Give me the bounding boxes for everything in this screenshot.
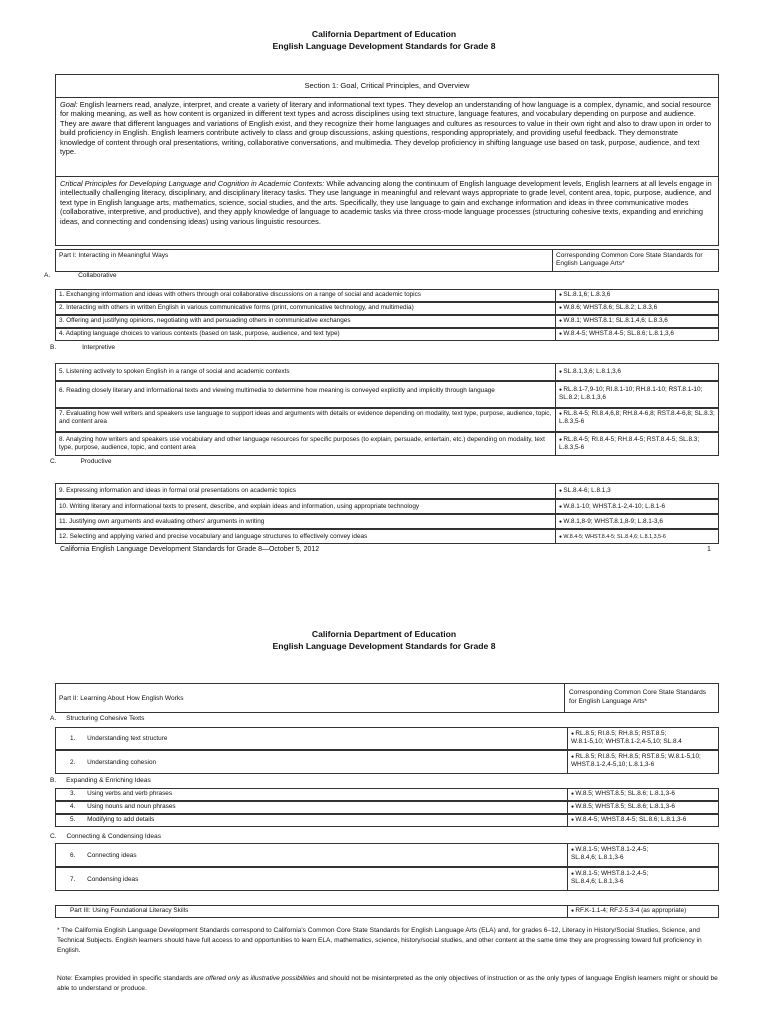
page2-header-org: California Department of Education [311, 629, 457, 639]
table-row [55, 432, 719, 456]
ccss-refs-cont: WHST.8.1-2,4-5,10; L.8.1,3-6 [571, 761, 655, 768]
p2-group-c-label [50, 833, 161, 841]
ccss-refs: ● W.8.1,8-9; WHST.8.1,8-9; L.8.1-3,6 [556, 515, 718, 528]
principles-text: While advancing along the continuum of English language development levels, English learners at all levels engage in intellectually challenging literacy, disciplinary, and disciplinary literacy tasks. They use language in meaningful and relevant ways appropriate to grade level, content area, topic, purpose, audience, and text type in English language arts, mathematics, science, social studies, and the arts. Specifically, they use language to gain and exchange information and ideas in three communicative modes (collaborative, interpretive, and productive), and they apply knowledge of language to academic tasks via three cross-mode language processes (structuring cohesive texts, expanding and enriching ideas, and connecting and condensing ideas) using various linguistic resources. [60, 179, 712, 226]
ccss-refs: ● W.8.4-5; WHST.8.4-5; SL.8.6; L.8.1,3-6 [568, 815, 718, 826]
ccss-refs: ● W.8.1-5; WHST.8.1-2,4-5; [571, 870, 715, 878]
standard-number: 4. [70, 803, 76, 810]
table-row [55, 867, 719, 891]
standard-text: Connecting ideas [87, 852, 137, 859]
standard-text: 4. Adapting language choices to various contexts (based on task, purpose, audience, and text type) [56, 329, 556, 340]
part2-title: Part II: Learning About How English Works [56, 684, 565, 712]
examples-note [57, 974, 719, 994]
group-letter: A. [44, 272, 51, 279]
principles-paragraph [56, 177, 718, 228]
part2-ccss-header: Corresponding Common Core State Standards for English Language Arts* [569, 689, 707, 705]
group-letter: A. [50, 715, 57, 722]
group-name: Structuring Cohesive Texts [66, 715, 145, 722]
note-suffix: and should not be misinterpreted as the only objectives of instruction or as the only types of language English learners might or should be able to understand or produce. [57, 975, 718, 992]
part3-title: Part III: Using Foundational Literacy Skills [56, 906, 568, 917]
group-letter: C. [50, 833, 57, 840]
ccss-refs: ● RL.8.5; RI.8.5; RH.8.5; RST.8.5; W.8.1-5,10; [571, 753, 715, 761]
page1-header-title: English Language Development Standards for Grade 8 [272, 41, 496, 51]
standard-text: 11. Justifying own arguments and evaluating others' arguments in writing [56, 515, 556, 528]
note-italic: are offered only as illustrative possibilities [194, 975, 316, 982]
standard-text: Using nouns and noun phrases [87, 803, 176, 810]
page2-header-title: English Language Development Standards for Grade 8 [272, 641, 496, 651]
standard-text: 6. Reading closely literary and informational texts and viewing multimedia to determine how meaning is conveyed explicitly and implicitly through language [56, 382, 556, 407]
ccss-refs: ● W.8.4-5; WHST.8.4-5; SL.8.4,6; L.8.1,3,5-6 [556, 530, 718, 543]
table-row [55, 814, 719, 827]
ccss-refs: ● W.8.5; WHST.8.5; SL.8.6; L.8.1,3-6 [568, 789, 718, 800]
goal-paragraph [56, 98, 718, 158]
group-letter: C. [50, 458, 57, 465]
page1-header-org: California Department of Education [311, 29, 457, 39]
group-name: Connecting & Condensing Ideas [66, 833, 162, 840]
group-b-label [50, 344, 115, 352]
table-row [55, 381, 719, 408]
ccss-refs-cont: SL.8.4,6; L.8.1,3-6 [571, 878, 624, 885]
goal-label: Goal: [60, 100, 78, 109]
group-name: Expanding & Enriching Ideas [66, 777, 151, 784]
table-row [55, 408, 719, 432]
ccss-refs: ● RL.8.1-7,9-10; RI.8.1-10; RH.8.1-10; RST.8.1-10; SL.8.2; L.8.1,3,6 [556, 382, 718, 407]
part3-ccss: ● RF.K-1.1-4; RF.2-5.3-4 (as appropriate) [568, 906, 718, 917]
standard-number: 2. [70, 759, 76, 766]
standard-text: Understanding cohesion [87, 759, 157, 766]
table-row [55, 499, 719, 514]
standard-text: 1. Exchanging information and ideas with others through oral collaborative discussions on a range of social and academic topics [56, 290, 556, 301]
table-row [55, 302, 719, 315]
standard-text: 12. Selecting and applying varied and precise vocabulary and language structures to effectively convey ideas [56, 530, 556, 543]
p2-group-a-label [50, 715, 144, 723]
standard-text: Using verbs and verb phrases [87, 790, 173, 797]
standard-text: Modifying to add details [87, 816, 155, 823]
standard-text: 7. Evaluating how well writers and speakers use language to support ideas and arguments with details or evidence depending on modality, text type, purpose, audience, topic, and content area [56, 409, 556, 431]
group-name: Productive [80, 458, 112, 465]
ccss-refs: ● RL.8.5; RI.8.5; RH.8.5; RST.8.5; [571, 730, 715, 738]
ccss-refs: ● RL.8.4-5; RI.8.4-5; RH.8.4-5; RST.8.4-5; SL.8.3; L.8.3,5-6 [556, 433, 718, 455]
ccss-refs: ● SL.8.1,6; L.8.3,6 [556, 290, 718, 301]
table-row [55, 289, 719, 302]
group-letter: B. [50, 344, 57, 351]
group-name: Collaborative [78, 272, 117, 279]
standard-number: 5. [70, 816, 76, 823]
standard-number: 1. [70, 735, 76, 742]
ccss-refs: ● W.8.1; WHST.8.1; SL.8.1,4,6; L.8.3,6 [556, 316, 718, 327]
principles-label: Critical Principles for Developing Language and Cognition in Academic Contexts: [60, 179, 325, 188]
ccss-refs: ● SL.8.1,3,6; L.8.1,3,6 [556, 364, 718, 380]
ccss-refs: ● W.8.1-10; WHST.8.1-2,4-10; L.8.1-6 [556, 500, 718, 513]
standard-number: 3. [70, 790, 76, 797]
ccss-refs: ● RL.8.4-5; RI.8.4,6,8; RH.8.4-6,8; RST.8.4-6,8; SL.8.3; L.8.3,5-6 [556, 409, 718, 431]
standard-text: 3. Offering and justifying opinions, negotiating with and persuading others in communicative exchanges [56, 316, 556, 327]
table-row [55, 788, 719, 801]
page1-footer-text: California English Language Development Standards for Grade 8—October 5, 2012 [60, 546, 320, 553]
table-row [55, 727, 719, 750]
ccss-refs: ● SL.8.4-6; L.8.1,3 [556, 484, 718, 498]
goal-box [55, 97, 719, 177]
part1-title: Part I: Interacting in Meaningful Ways [56, 250, 553, 271]
page1-header [0, 28, 768, 52]
standard-text: Understanding text structure [87, 735, 168, 742]
ccss-refs-cont: W.8.1-5,10; WHST.8.1-2,4-5,10; SL.8.4 [571, 738, 682, 745]
table-row [55, 483, 719, 499]
group-c-label [50, 458, 112, 466]
standard-number: 7. [70, 876, 76, 883]
section1-title: Section 1: Goal, Critical Principles, and Overview [304, 81, 470, 90]
goal-text: English learners read, analyze, interpret, and create a variety of literary and informational text types. They develop an understanding of how language is a complex, dynamic, and social resource for making meaning, as well as how content is organized in different text types and across disciplines using text structure, language features, and vocabulary depending on purpose and audience. They are aware that different languages and variations of English exist, and they recognize their home languages and cultures as resources to value in their own right and also to draw upon in order to build proficiency in English. English learners contribute actively to class and group discussions, asking questions, responding appropriately, and providing useful feedback. They demonstrate knowledge of content through oral presentations, writing, collaborative conversations, and multimedia. They develop proficiency in shifting language use based on task, purpose, audience, and text type. [60, 100, 712, 157]
part3-row [55, 905, 719, 918]
table-row [55, 328, 719, 341]
standard-text: Condensing ideas [87, 876, 139, 883]
principles-box [55, 176, 719, 246]
table-row [55, 315, 719, 328]
table-row [55, 843, 719, 867]
ccss-refs: ● W.8.5; WHST.8.5; SL.8.6; L.8.1,3-6 [568, 802, 718, 813]
standard-text: 8. Analyzing how writers and speakers use vocabulary and other language resources for specific purposes (to explain, persuade, entertain, etc.) depending on modality, text type, purpose, audience, topic, and content area [56, 433, 556, 455]
p2-group-b-label [50, 777, 151, 785]
standard-text: 5. Listening actively to spoken English in a range of social and academic contexts [56, 364, 556, 380]
ccss-refs-cont: SL.8.4,6; L.8.1,3-6 [571, 854, 624, 861]
table-row [55, 514, 719, 529]
standard-text: 2. Interacting with others in written English in various communicative forms (print, communicative technology, and multimedia) [56, 303, 556, 314]
part2-header-box [55, 683, 719, 713]
note-prefix: Note: Examples provided in specific standards [57, 975, 195, 982]
standard-text: 10. Writing literary and informational texts to present, describe, and explain ideas and information, using appropriate technology [56, 500, 556, 513]
group-letter: B. [50, 777, 57, 784]
ccss-footnote: * The California English Language Development Standards correspond to California's Common Core State Standards for English Language Arts (ELA) and, for grades 6–12, Literacy in History/Social Studies, Science, and Technical Subjects. English learners should have full access to and opportunities to learn ELA, mathematics, science, history/social studies, and other content at the same time they are progressing toward full proficiency in English. [57, 927, 702, 954]
ccss-refs: ● W.8.1-5; WHST.8.1-2,4-5; [571, 846, 715, 854]
table-row [55, 363, 719, 381]
ccss-refs: ● W.8.4-5; WHST.8.4-5; SL.8.6; L.8.1,3,6 [556, 329, 718, 340]
document-page-2 [0, 570, 768, 1024]
page2-header [0, 628, 768, 652]
table-row [55, 801, 719, 814]
standard-text: 9. Expressing information and ideas in formal oral presentations on academic topics [56, 484, 556, 498]
part1-ccss-header: Corresponding Common Core State Standards for English Language Arts* [556, 252, 703, 267]
table-row [55, 750, 719, 774]
group-a-label [44, 272, 117, 280]
table-row [55, 529, 719, 544]
standard-number: 6. [70, 852, 76, 859]
part1-header-box [55, 249, 719, 272]
page1-footer-page-number: 1 [707, 546, 711, 553]
ccss-refs: ● W.8.6; WHST.8.6; SL.8.2; L.8.3,6 [556, 303, 718, 314]
group-name: Interpretive [82, 344, 116, 351]
section1-title-box [55, 74, 719, 98]
